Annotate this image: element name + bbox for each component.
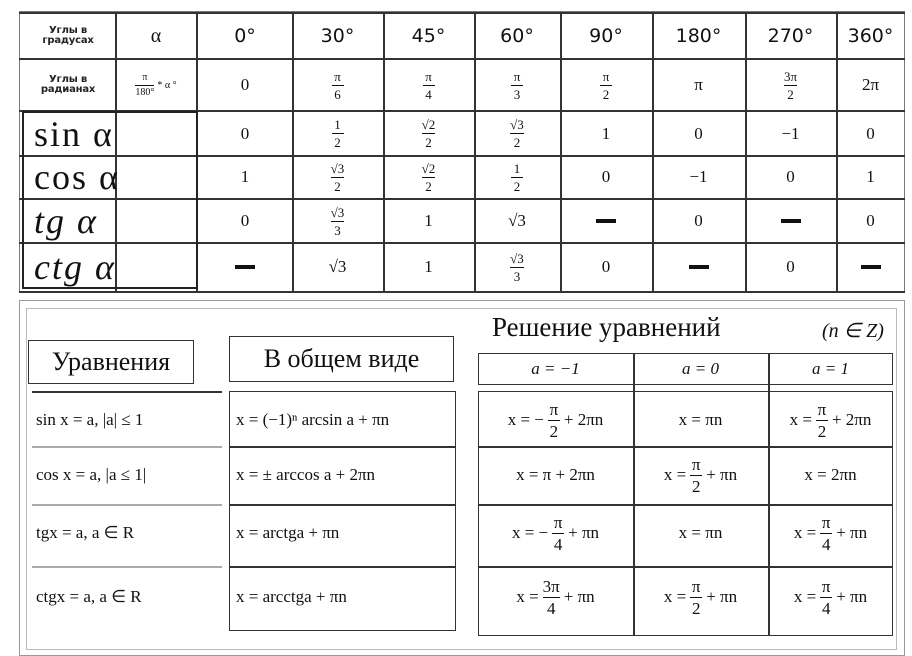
particular-solution <box>768 392 893 448</box>
particular-solution <box>768 448 893 502</box>
conv-tail: * α ° <box>157 79 177 91</box>
fraction-numerator: π <box>334 68 341 84</box>
value-cell <box>836 200 905 242</box>
fraction-numerator: π <box>821 576 831 596</box>
fraction <box>552 514 564 553</box>
degree-header: 360° <box>847 25 894 47</box>
fraction-denominator: 2 <box>513 135 521 150</box>
solution-text: x = 2πn <box>804 465 857 484</box>
value-cell <box>745 112 836 155</box>
solution-text: x = πn <box>678 410 723 429</box>
fraction-denominator: 4 <box>821 534 831 554</box>
fraction <box>332 118 344 149</box>
degree-header: 0° <box>234 25 256 47</box>
undefined-dash <box>861 265 881 269</box>
radian-header <box>836 60 905 110</box>
undefined-dash <box>235 265 255 269</box>
case-header: a = 1 <box>812 359 849 378</box>
fraction <box>423 70 435 101</box>
equation: sin x = a, |a| ≤ 1 <box>36 410 144 429</box>
radian-header <box>745 60 836 110</box>
value-cell <box>198 244 292 290</box>
value-cell <box>560 112 652 155</box>
fraction-numerator: √3 <box>510 250 524 266</box>
particular-solution <box>478 448 633 502</box>
value-cell <box>474 156 560 198</box>
solution-suffix: + πn <box>836 587 868 606</box>
equation: cos x = a, |a ≤ 1| <box>36 465 147 484</box>
value-cell <box>383 156 474 198</box>
fraction-denominator: 2 <box>425 178 432 194</box>
solutions-title: Решение уравнений <box>492 312 721 342</box>
cell-value: 0 <box>786 257 795 276</box>
value-cell <box>474 244 560 290</box>
equation: tgx = a, a ∈ R <box>36 523 135 542</box>
degree-header: 30° <box>320 25 355 47</box>
particular-solution <box>768 564 893 630</box>
fraction-numerator: π <box>602 68 610 84</box>
cell-value: −1 <box>781 123 800 143</box>
fraction <box>690 456 702 495</box>
fraction-denominator: 4 <box>821 598 831 618</box>
value-cell <box>836 244 905 290</box>
value-cell <box>652 156 745 198</box>
value-cell <box>383 244 474 290</box>
cell-value: 0 <box>240 123 250 143</box>
degree-header: 270° <box>767 25 814 47</box>
particular-solution <box>478 564 633 630</box>
value-cell <box>474 112 560 155</box>
fraction-numerator: 1 <box>334 117 341 132</box>
cell-value: 1 <box>424 257 433 276</box>
fraction <box>816 401 828 440</box>
fraction <box>511 70 523 101</box>
fraction <box>422 162 436 193</box>
fraction <box>331 206 345 237</box>
fraction-numerator: π <box>553 512 563 532</box>
trig-values-table <box>0 0 912 292</box>
fraction-numerator: π <box>513 68 521 84</box>
fraction-numerator: √3 <box>330 160 345 176</box>
fraction <box>600 70 612 101</box>
solution-suffix: + πn <box>568 523 600 542</box>
conversion-formula <box>116 60 196 110</box>
radian-header <box>474 60 560 110</box>
cell-value: π <box>694 75 703 94</box>
function-label: cos α <box>34 157 120 197</box>
conv-denominator: 180° <box>135 86 155 98</box>
particular-solution <box>478 392 633 448</box>
value-cell <box>198 200 292 242</box>
fraction <box>820 514 832 553</box>
cell-value: 2π <box>861 75 880 94</box>
fraction-denominator: 2 <box>817 421 827 441</box>
grid-line <box>19 291 905 293</box>
solution-prefix: x = <box>663 465 687 484</box>
cell-value: 0 <box>694 211 703 230</box>
undefined-dash <box>596 219 616 223</box>
value-cell <box>383 112 474 155</box>
value-cell <box>652 112 745 155</box>
radian-header <box>652 60 745 110</box>
general-solution: x = arctga + πn <box>236 523 340 542</box>
fraction-numerator: 3π <box>542 576 560 596</box>
solution-suffix: + πn <box>836 523 868 542</box>
fraction-denominator: 6 <box>334 86 341 102</box>
fraction <box>511 162 523 193</box>
cell-value: 0 <box>240 211 250 230</box>
fraction <box>543 578 560 617</box>
fraction <box>784 70 797 101</box>
value-cell <box>474 200 560 242</box>
particular-solution <box>633 564 768 630</box>
fraction-denominator: 2 <box>334 135 341 150</box>
equations-table <box>0 296 912 656</box>
cell-value: √3 <box>508 211 526 230</box>
general-solution: x = ± arccos a + 2πn <box>236 465 376 484</box>
value-cell <box>745 244 836 290</box>
value-cell <box>560 244 652 290</box>
integer-set-note: (n ∈ Z) <box>822 320 884 342</box>
fraction <box>422 118 436 149</box>
value-cell <box>745 200 836 242</box>
value-cell <box>836 112 905 155</box>
function-label: sin α <box>34 113 114 154</box>
fraction <box>510 252 524 283</box>
fraction-denominator: 4 <box>553 534 563 554</box>
fraction-numerator: π <box>821 512 831 532</box>
fraction-denominator: 4 <box>425 86 432 102</box>
value-cell <box>292 112 383 155</box>
fraction-denominator: 2 <box>602 86 610 102</box>
particular-solution <box>633 502 768 564</box>
function-label: tg α <box>34 201 98 241</box>
fraction-denominator: 2 <box>334 178 341 194</box>
general-solution: x = arcctga + πn <box>236 587 347 606</box>
radians-label: Углы в радианах <box>40 74 96 95</box>
cell-value: 1 <box>866 167 875 186</box>
degree-header: 60° <box>500 25 534 47</box>
cell-value: 1 <box>240 167 250 186</box>
fraction <box>332 70 344 101</box>
fraction-numerator: π <box>425 68 432 84</box>
value-cell <box>652 244 745 290</box>
value-cell <box>652 200 745 242</box>
cell-value: 0 <box>866 123 875 143</box>
cell-value: 0 <box>786 167 795 186</box>
value-cell <box>292 156 383 198</box>
undefined-dash <box>781 219 801 223</box>
cell-value: 0 <box>601 167 611 186</box>
conv-numerator: π <box>142 71 148 83</box>
solution-prefix: x = − <box>511 523 549 542</box>
solution-prefix: x = − <box>507 410 544 429</box>
particular-solution <box>633 448 768 502</box>
fraction-denominator: 2 <box>513 178 521 194</box>
fraction-numerator: √3 <box>510 117 524 132</box>
value-cell <box>560 156 652 198</box>
radian-header <box>198 60 292 110</box>
fraction <box>548 401 560 440</box>
fraction-denominator: 2 <box>691 598 701 618</box>
solution-suffix: + πn <box>563 587 595 606</box>
fraction-numerator: √2 <box>421 117 436 132</box>
alpha-symbol: α <box>150 24 162 47</box>
cell-value: 0 <box>694 123 703 143</box>
solution-text: x = πn <box>678 523 723 542</box>
solution-suffix: + 2πn <box>563 410 604 429</box>
fraction-denominator: 2 <box>691 476 701 496</box>
value-cell <box>198 156 292 198</box>
equation: ctgx = a, a ∈ R <box>36 587 142 606</box>
particular-solution <box>478 502 633 564</box>
solution-suffix: + 2πn <box>831 410 872 429</box>
cell-value: 0 <box>240 75 250 94</box>
fraction-denominator: 2 <box>425 135 432 150</box>
case-header: a = 0 <box>682 359 719 378</box>
fraction-numerator: 3π <box>783 68 798 84</box>
fraction-denominator: 2 <box>549 421 559 441</box>
degree-header: 180° <box>675 25 722 47</box>
value-cell <box>560 200 652 242</box>
value-cell <box>383 200 474 242</box>
fraction-numerator: 1 <box>513 160 521 176</box>
value-cell <box>292 200 383 242</box>
value-cell <box>745 156 836 198</box>
fraction-denominator: 4 <box>546 598 556 618</box>
fraction-numerator: √3 <box>330 204 345 220</box>
cell-value: −1 <box>689 167 708 186</box>
solution-prefix: x = <box>793 587 817 606</box>
radian-header <box>292 60 383 110</box>
particular-solution <box>633 392 768 448</box>
cell-value: √3 <box>328 257 347 276</box>
degree-header: 45° <box>411 25 446 47</box>
equations-header: Уравнения <box>51 347 171 376</box>
solution-prefix: x = <box>516 587 539 606</box>
fraction-numerator: π <box>691 454 701 474</box>
cell-value: 1 <box>424 211 433 230</box>
solution-suffix: + πn <box>706 587 738 606</box>
degree-header: 90° <box>589 25 623 47</box>
solution-prefix: x = <box>789 410 812 429</box>
fraction-numerator: π <box>549 399 559 419</box>
fraction <box>690 578 702 617</box>
fraction <box>510 118 524 149</box>
fraction <box>331 162 345 193</box>
fraction-denominator: 2 <box>787 86 794 102</box>
particular-solution <box>768 502 893 564</box>
cell-value: 1 <box>601 123 611 143</box>
fraction-denominator: 3 <box>513 268 521 284</box>
general-form-header: В общем виде <box>263 344 420 373</box>
fraction-denominator: 3 <box>513 86 521 102</box>
case-header: a = −1 <box>531 359 580 378</box>
degrees-label: Углы в градусах <box>42 25 94 46</box>
undefined-dash <box>689 265 709 269</box>
solution-suffix: + πn <box>706 465 738 484</box>
fraction-denominator: 3 <box>334 222 341 238</box>
value-cell <box>836 156 905 198</box>
function-label: ctg α <box>34 247 116 287</box>
fraction-numerator: π <box>691 576 701 596</box>
value-cell <box>292 244 383 290</box>
general-solution: x = (−1)ⁿ arcsin a + πn <box>236 410 390 429</box>
fraction-numerator: π <box>817 399 827 419</box>
radian-header <box>383 60 474 110</box>
solution-text: x = π + 2πn <box>516 465 595 484</box>
value-cell <box>198 112 292 155</box>
fraction-numerator: √2 <box>421 160 436 176</box>
cell-value: 0 <box>601 257 611 276</box>
radian-header <box>560 60 652 110</box>
solution-prefix: x = <box>793 523 817 542</box>
cell-value: 0 <box>866 211 875 230</box>
fraction <box>820 578 832 617</box>
solution-prefix: x = <box>663 587 687 606</box>
